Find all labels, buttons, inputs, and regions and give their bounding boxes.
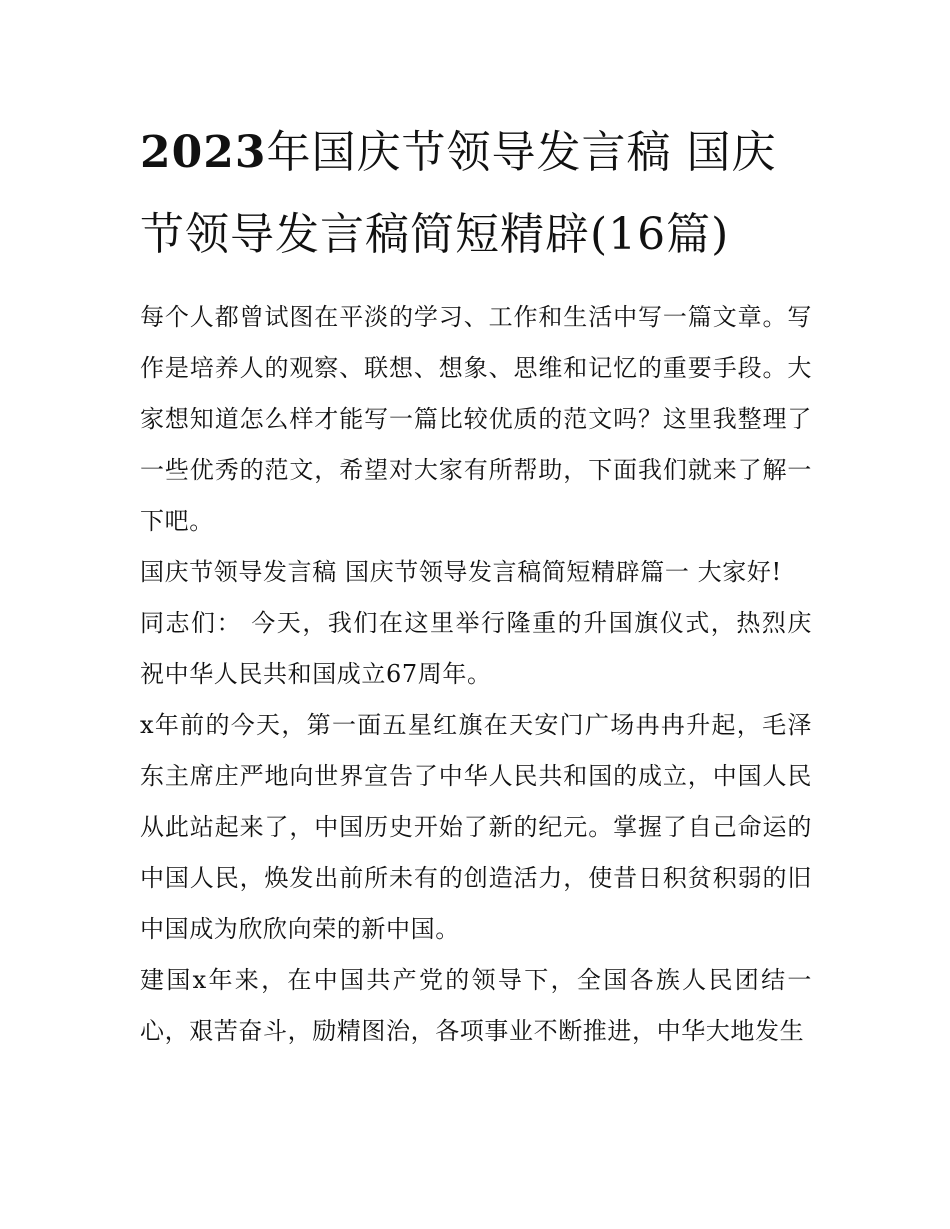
intro-paragraph: 每个人都曾试图在平淡的学习、工作和生活中写一篇文章。写作是培养人的观察、联想、想象、思维和记忆的重要手段。大家想知道怎么样才能写一篇比较优质的范文吗？这里我整理了一些优秀的范文，希望对大家有所帮助，下面我们就来了解一下吧。 [140,303,812,535]
development-paragraph: 建国x年来，在中国共产党的领导下，全国各族人民团结一心，艰苦奋斗，励精图治，各项事业不断推进，中华大地发生 [140,966,812,1045]
greeting-paragraph: 同志们： 今天，我们在这里举行隆重的升国旗仪式，热烈庆祝中华人民共和国成立67周年。 [140,609,812,688]
history-paragraph: x年前的今天，第一面五星红旗在天安门广场冉冉升起，毛泽东主席庄严地向世界宣告了中华人民共和国的成立，中国人民从此站起来了，中国历史开始了新的纪元。掌握了自己命运的中国人民，焕发出前所未有的创造活力，使昔日积贫积弱的旧中国成为欣欣向荣的新中国。 [140,711,812,943]
title-year: 2023 [140,127,267,178]
title-text: 年国庆节领导发言稿 国庆节领导发言稿简短精辟(16篇) [140,127,777,260]
section-heading-paragraph: 国庆节领导发言稿 国庆节领导发言稿简短精辟篇一 大家好! [140,558,782,586]
document-page [140,112,812,1057]
document-title [140,112,812,276]
